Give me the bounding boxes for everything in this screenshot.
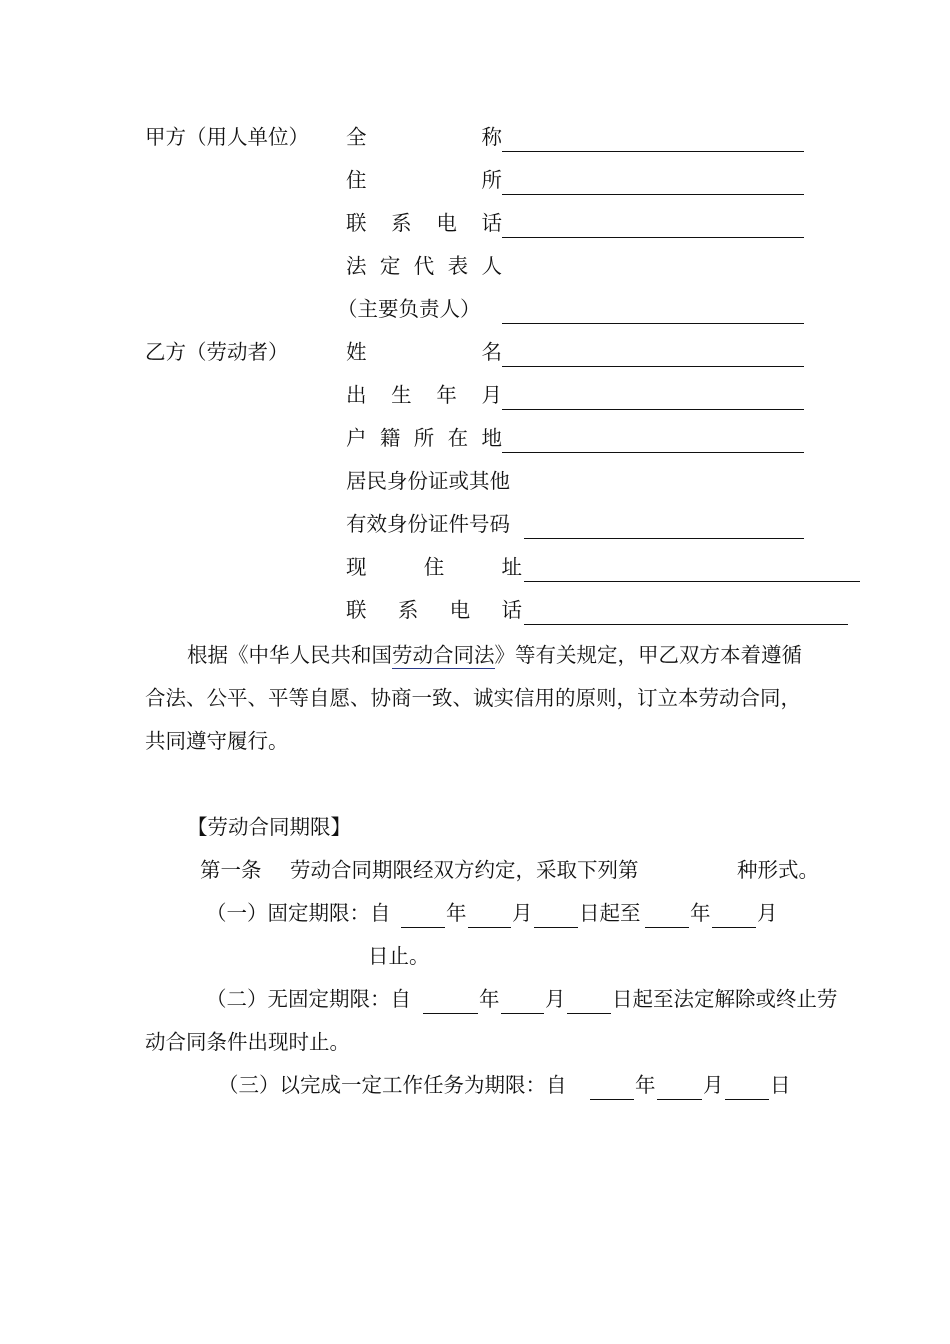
task-start-month-label: 月 [703,1073,724,1097]
open-start-month-field[interactable] [501,1013,544,1014]
task-start-year-field[interactable] [590,1099,634,1100]
party-b-current-address-label: 现 住 址 [346,555,522,579]
party-b-birth-label: 出 生 年 月 [346,383,502,407]
party-a-address-label: 住 所 [346,168,502,192]
article-1-end: 种形式。 [737,858,819,882]
section-heading-term: 【劳动合同期限】 [187,815,351,839]
party-b-id-field[interactable] [524,538,804,539]
party-a-phone-field[interactable] [502,237,804,238]
party-a-legal-rep-label: 法 定 代 表 人 [346,254,502,278]
party-b-phone-field[interactable] [524,624,848,625]
party-a-phone-label: 联 系 电 话 [346,211,502,235]
fixed-end-year-field[interactable] [645,927,689,928]
preamble-line-1 [187,643,802,667]
fixed-start-month-label: 月 [512,901,533,925]
preamble-line-2: 合法、公平、平等自愿、协商一致、诚实信用的原则，订立本劳动合同， [145,686,801,710]
fixed-end-year-label: 年 [690,901,711,925]
party-b-birth-field[interactable] [502,409,804,410]
party-a-full-name-field[interactable] [502,151,804,152]
fixed-end-line: 日止。 [368,944,430,968]
party-b-phone-label: 联 系 电 话 [346,598,522,622]
fixed-day-from: 日起至 [579,901,641,925]
party-a-address-field[interactable] [502,194,804,195]
fixed-start-day-field[interactable] [534,927,578,928]
party-b-id-label-line2: 有效身份证件号码 [346,512,510,536]
open-start-month-label: 月 [545,987,566,1011]
fixed-start-month-field[interactable] [468,927,511,928]
preamble-text-after: 》等有关规定，甲乙双方本着遵循 [494,643,802,667]
open-ended-line-2: 动合同条件出现时止。 [145,1030,350,1054]
task-start-day-label: 日 [770,1073,791,1097]
party-b-hukou-field[interactable] [502,452,804,453]
article-1-text: 劳动合同期限经双方约定，采取下列第 [290,858,639,882]
party-b-hukou-label: 户 籍 所 在 地 [346,426,502,450]
fixed-term-lead: （一）固定期限：自 [206,901,391,925]
party-a-heading: 甲方（用人单位） [145,125,309,149]
open-start-year-field[interactable] [423,1013,478,1014]
preamble-line-3: 共同遵守履行。 [145,729,289,753]
task-start-year-label: 年 [635,1073,656,1097]
party-b-id-label-line1: 居民身份证或其他 [346,469,510,493]
task-start-month-field[interactable] [657,1099,702,1100]
fixed-end-month-field[interactable] [712,927,756,928]
party-a-legal-rep-field[interactable] [502,323,804,324]
open-start-day-field[interactable] [567,1013,611,1014]
party-b-name-field[interactable] [502,366,804,367]
party-b-current-address-field[interactable] [524,581,860,582]
article-1-label: 第一条 [200,858,262,882]
party-a-legal-rep-note: （主要负责人） [337,297,481,321]
task-start-day-field[interactable] [725,1099,769,1100]
open-day-tail: 日起至法定解除或终止劳 [612,987,838,1011]
party-b-name-label: 姓 名 [346,340,502,364]
task-based-lead: （三）以完成一定工作任务为期限：自 [218,1073,567,1097]
party-a-full-name-label: 全 称 [346,125,502,149]
preamble-text-before: 根据《中华人民共和国 [187,643,392,667]
fixed-start-year-label: 年 [446,901,467,925]
open-start-year-label: 年 [479,987,500,1011]
open-ended-lead: （二）无固定期限：自 [206,987,411,1011]
labor-contract-law-link[interactable]: 劳动合同法 [392,643,495,667]
fixed-end-month-label: 月 [757,901,778,925]
party-b-heading: 乙方（劳动者） [145,340,289,364]
fixed-start-year-field[interactable] [401,927,445,928]
